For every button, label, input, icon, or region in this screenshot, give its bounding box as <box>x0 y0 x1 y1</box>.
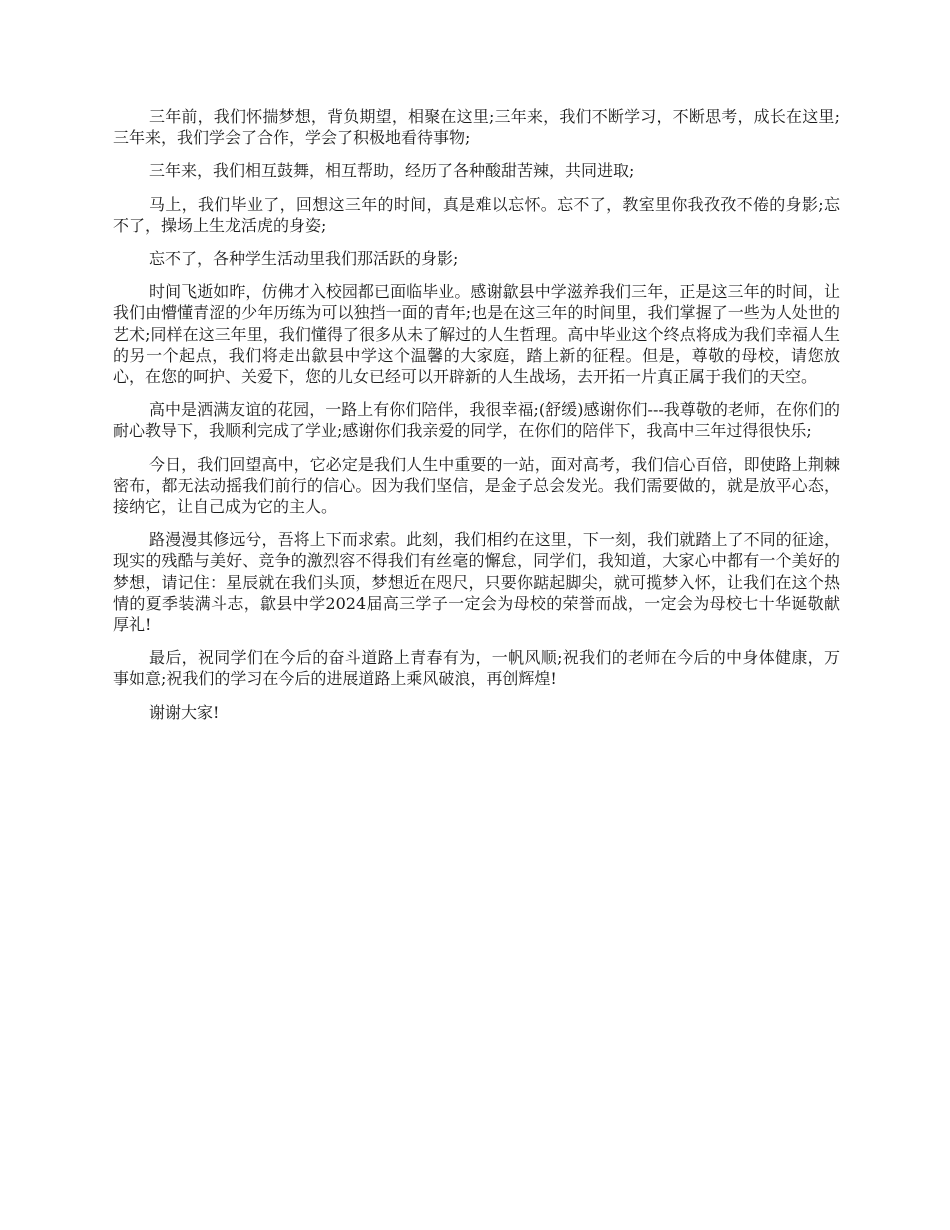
paragraph-7: 今日，我们回望高中，它必定是我们人生中重要的一站，面对高考，我们信心百倍，即使路上荆棘密布，都无法动摇我们前行的信心。因为我们坚信，是金子总会发光。我们需要做的，就是放平心态，接纳它，让自己成为它的主人。 <box>113 454 840 517</box>
paragraph-8: 路漫漫其修远兮，吾将上下而求索。此刻，我们相约在这里，下一刻，我们就踏上了不同的征途，现实的残酷与美好、竞争的激烈容不得我们有丝毫的懈怠，同学们，我知道，大家心中都有一个美好的梦想，请记住：星辰就在我们头顶，梦想近在咫尺，只要你踮起脚尖，就可揽梦入怀，让我们在这个热情的夏季装满斗志，歙县中学2024届高三学子一定会为母校的荣誉而战，一定会为母校七十华诞敬献厚礼! <box>113 530 840 635</box>
document-body <box>113 106 840 735</box>
paragraph-2: 三年来，我们相互鼓舞，相互帮助，经历了各种酸甜苦辣，共同进取; <box>149 161 635 181</box>
paragraph-5: 时间飞逝如昨，仿佛才入校园都已面临毕业。感谢歙县中学滋养我们三年，正是这三年的时间，让我们由懵懂青涩的少年历练为可以独挡一面的青年;也是在这三年的时间里，我们掌握了一些为人处世的艺术;同样在这三年里，我们懂得了很多从未了解过的人生哲理。高中毕业这个终点将成为我们幸福人生的另一个起点，我们将走出歙县中学这个温馨的大家庭，踏上新的征程。但是，尊敬的母校，请您放心，在您的呵护、关爱下，您的儿女已经可以开辟新的人生战场，去开拓一片真正属于我们的天空。 <box>113 282 840 387</box>
paragraph-10: 谢谢大家! <box>149 702 220 722</box>
paragraph-3: 马上，我们毕业了，回想这三年的时间，真是难以忘怀。忘不了，教室里你我孜孜不倦的身影;忘不了，操场上生龙活虎的身姿; <box>113 194 840 235</box>
paragraph-9: 最后，祝同学们在今后的奋斗道路上青春有为，一帆风顺;祝我们的老师在今后的中身体健康，万事如意;祝我们的学习在今后的进展道路上乘风破浪，再创辉煌! <box>113 648 840 689</box>
paragraph-4: 忘不了，各种学生活动里我们那活跃的身影; <box>149 249 459 269</box>
paragraph-6: 高中是洒满友谊的花园，一路上有你们陪伴，我很幸福;(舒缓)感谢你们---我尊敬的老师，在你们的耐心教导下，我顺利完成了学业;感谢你们我亲爱的同学，在你们的陪伴下，我高中三年过得很快乐; <box>113 400 840 441</box>
paragraph-1: 三年前，我们怀揣梦想，背负期望，相聚在这里;三年来，我们不断学习，不断思考，成长在这里;三年来，我们学会了合作，学会了积极地看待事物; <box>113 107 840 148</box>
